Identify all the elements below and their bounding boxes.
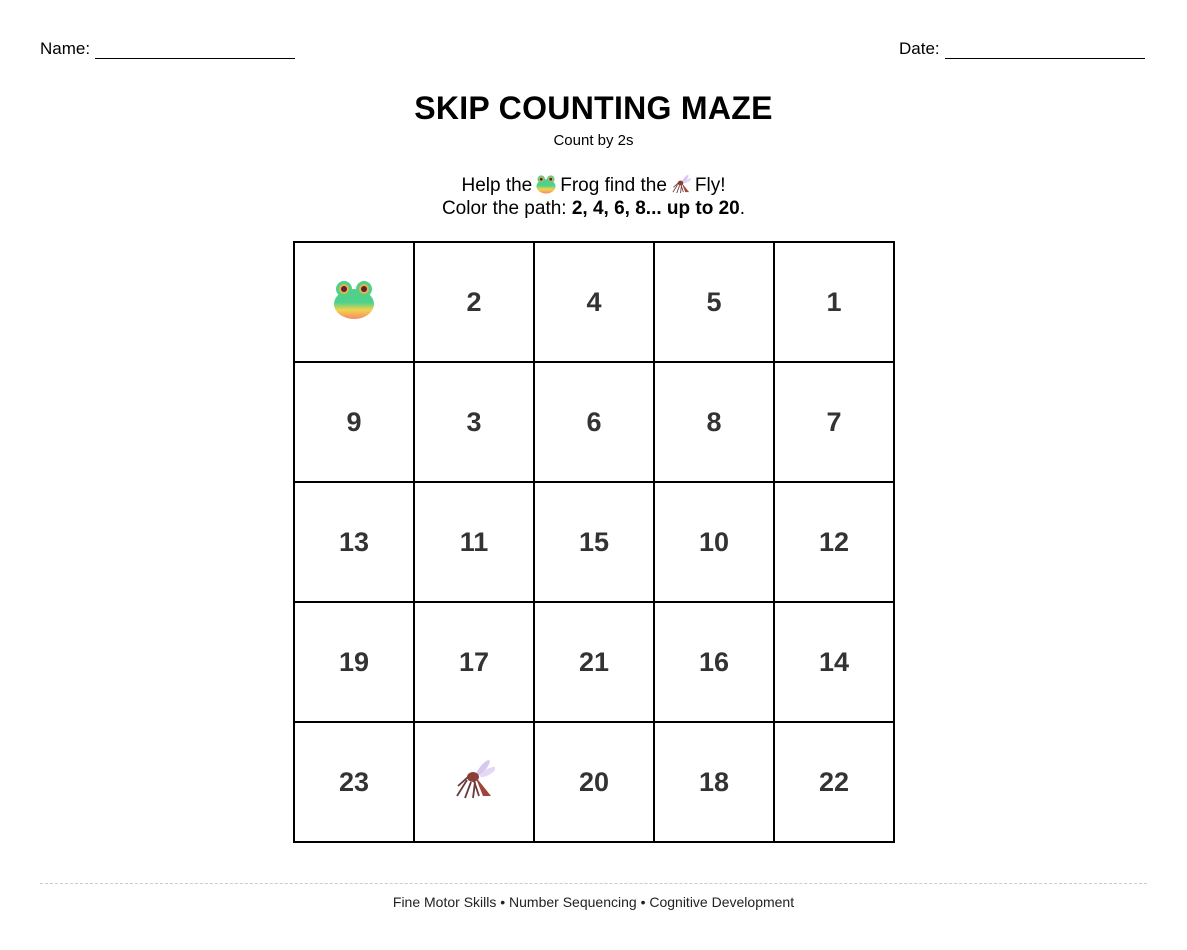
cell-number: 3 xyxy=(466,406,482,437)
maze-cell[interactable] xyxy=(535,363,655,483)
maze-cell[interactable] xyxy=(295,723,415,843)
cell-number: 19 xyxy=(338,646,370,677)
maze-cell[interactable] xyxy=(775,243,895,363)
maze-cell[interactable] xyxy=(415,243,535,363)
cell-number: 9 xyxy=(346,406,362,437)
page-title: SKIP COUNTING MAZE xyxy=(414,90,773,126)
cell-number: 18 xyxy=(698,766,730,797)
cell-number: 16 xyxy=(698,646,730,677)
cell-number: 15 xyxy=(578,526,610,557)
maze-cell[interactable] xyxy=(535,603,655,723)
cell-number: 4 xyxy=(586,286,602,317)
name-field[interactable] xyxy=(40,39,295,59)
fly-label: Fly! xyxy=(694,175,726,196)
cell-number: 23 xyxy=(338,766,370,797)
path-prefix: Color the path: xyxy=(441,198,567,219)
cell-number: 21 xyxy=(578,646,610,677)
name-label: Name: xyxy=(40,39,91,58)
cell-number: 7 xyxy=(826,406,842,437)
maze-cell[interactable] xyxy=(535,243,655,363)
cell-number: 6 xyxy=(586,406,602,437)
cell-number: 14 xyxy=(818,646,850,677)
maze-cell[interactable] xyxy=(535,723,655,843)
frog-icon xyxy=(333,279,375,326)
footer-text: Fine Motor Skills • Number Sequencing • Cognitive Development xyxy=(392,894,795,910)
maze-cell[interactable] xyxy=(295,483,415,603)
cell-number: 10 xyxy=(698,526,730,557)
path-suffix: . xyxy=(739,198,746,219)
cell-number: 22 xyxy=(818,766,850,797)
maze-cell[interactable] xyxy=(655,603,775,723)
date-field[interactable] xyxy=(899,39,1145,59)
cell-number: 8 xyxy=(706,406,722,437)
date-line[interactable] xyxy=(945,42,1145,59)
maze-cell[interactable] xyxy=(655,363,775,483)
maze-cell[interactable] xyxy=(655,723,775,843)
mosquito-icon xyxy=(453,758,495,807)
cell-number: 13 xyxy=(338,526,370,557)
maze-grid xyxy=(293,241,895,843)
subtitle: Count by 2s xyxy=(553,132,634,149)
maze-cell[interactable] xyxy=(295,243,415,363)
maze-cell[interactable] xyxy=(655,243,775,363)
cell-number: 11 xyxy=(459,526,489,557)
name-line[interactable] xyxy=(95,42,295,59)
cell-number: 20 xyxy=(578,766,610,797)
cell-number: 17 xyxy=(458,646,490,677)
maze-cell[interactable] xyxy=(775,603,895,723)
cell-number: 2 xyxy=(466,286,482,317)
help-prefix: Help the xyxy=(461,175,533,196)
maze-cell[interactable] xyxy=(655,483,775,603)
maze-cell[interactable] xyxy=(535,483,655,603)
maze-cell[interactable] xyxy=(775,363,895,483)
maze-cell[interactable] xyxy=(295,603,415,723)
maze-cell[interactable] xyxy=(415,723,535,843)
frog-icon xyxy=(532,175,560,196)
maze-cell[interactable] xyxy=(415,603,535,723)
path-sequence: 2, 4, 6, 8... up to 20 xyxy=(571,198,740,219)
maze-cell[interactable] xyxy=(775,723,895,843)
footer-divider xyxy=(40,883,1147,884)
cell-number: 1 xyxy=(826,286,842,317)
instructions xyxy=(0,174,1187,220)
date-label: Date: xyxy=(899,39,940,58)
maze-cell[interactable] xyxy=(415,363,535,483)
maze-cell[interactable] xyxy=(295,363,415,483)
frog-label: Frog find the xyxy=(560,175,667,196)
cell-number: 12 xyxy=(818,526,850,557)
cell-number: 5 xyxy=(706,286,722,317)
maze-cell[interactable] xyxy=(775,483,895,603)
maze-cell[interactable] xyxy=(415,483,535,603)
mosquito-icon xyxy=(667,175,695,196)
